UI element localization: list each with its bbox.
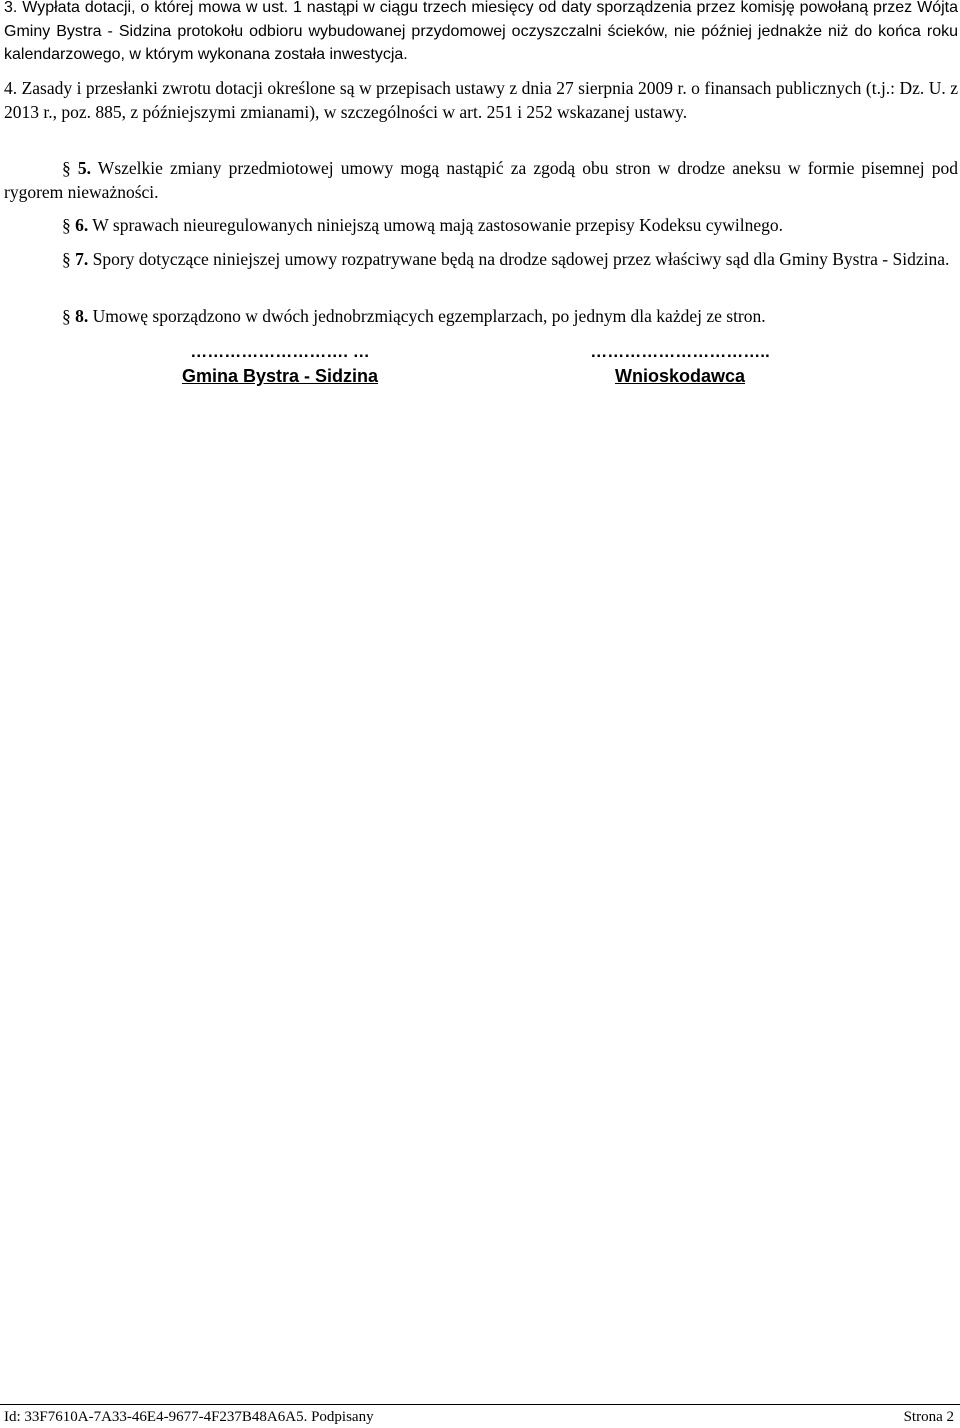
paragraph-text: Spory dotyczące niniejszej umowy rozpatrywane będą na drodze sądowej przez właściwy sąd dla Gminy Bystra - Sidzina.	[88, 249, 950, 269]
signature-block-applicant	[555, 342, 805, 387]
paragraph-4: 4. Zasady i przesłanki zwrotu dotacji określone są w przepisach ustawy z dnia 27 sierpnia 2009 r. o finansach publicznych (t.j.: Dz. U. z 2013 r., poz. 885, z późniejszymi zmianami), w szczególności w art. 251 i 252 wskazanej ustawy.	[4, 78, 958, 122]
section-sign: §	[62, 158, 71, 178]
paragraph-6	[4, 214, 958, 238]
page-footer	[0, 1404, 960, 1428]
paragraph-text: Umowę sporządzono w dwóch jednobrzmiących egzemplarzach, po jednym dla każdej ze stron.	[88, 306, 766, 326]
paragraph-5	[4, 157, 958, 204]
paragraph-text: Wszelkie zmiany przedmiotowej umowy mogą nastąpić za zgodą obu stron w drodze aneksu w formie pisemnej pod rygorem nieważności.	[4, 158, 959, 202]
signatory-name: Wnioskodawca	[614, 366, 746, 386]
signatory-name: Gmina Bystra - Sidzina	[181, 366, 379, 386]
paragraph-number: 8.	[75, 306, 89, 326]
section-sign: §	[62, 215, 71, 235]
section-sign: §	[62, 306, 71, 326]
paragraph-text: W sprawach nieuregulowanych niniejszą umową mają zastosowanie przepisy Kodeksu cywilnego.	[88, 215, 784, 235]
signature-line: …………………………..	[590, 342, 770, 361]
paragraph-number: 6.	[75, 215, 89, 235]
signature-block-municipality	[160, 342, 400, 387]
paragraph-number: 5.	[77, 158, 91, 178]
paragraph-number: 7.	[75, 249, 89, 269]
signature-line: ………………………. …	[190, 342, 370, 361]
document-id: Id: 33F7610A-7A33-46E4-9677-4F237B48A6A5. Podpisany	[4, 1409, 374, 1425]
section-sign: §	[62, 249, 71, 269]
paragraph-3: 3. Wypłata dotacji, o której mowa w ust. 1 nastąpi w ciągu trzech miesięcy od daty sporządzenia przez komisję powołaną przez Wójta Gminy Bystra - Sidzina protokołu odbioru wybudowanej przydomowej oczyszczalni ścieków, nie później jednakże niż do końca roku kalendarzowego, w którym wykonana została inwestycja.	[4, 0, 958, 63]
page-number: Strona 2	[903, 1409, 954, 1425]
paragraph-7	[4, 248, 958, 272]
paragraph-8	[4, 305, 958, 329]
